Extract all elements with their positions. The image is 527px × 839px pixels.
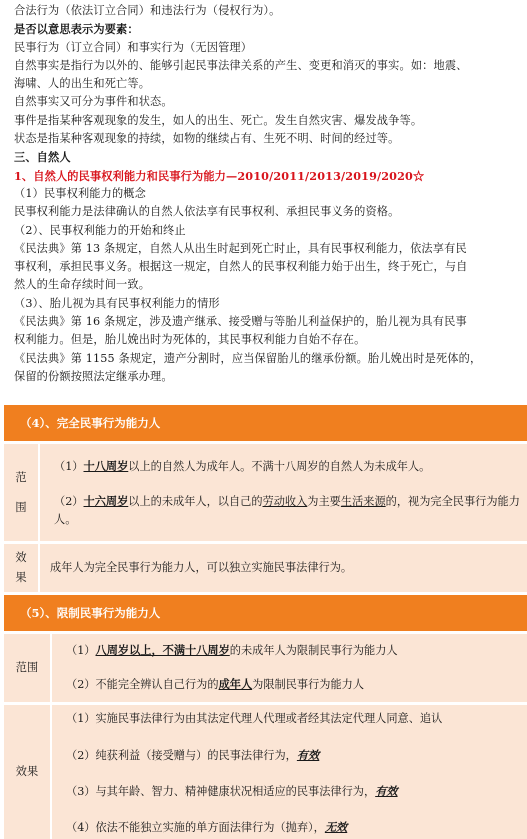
banner-title: （5）、限制民事行为能力人	[20, 606, 161, 620]
text-line: （3）、胎儿视为具有民事权利能力的情形	[14, 296, 220, 310]
body-text	[14, 2, 517, 386]
effect-label: 效果	[15, 765, 39, 778]
text-line: 事权利，承担民事义务。根据这一规定，自然人的民事权利能力始于出生，终于死亡，与自	[14, 260, 468, 274]
section-heading: 三、自然人	[14, 150, 71, 165]
limited-capacity-range-row	[4, 634, 527, 702]
effect-label: 效 果	[15, 551, 27, 584]
text-line: 保留的份额按照法定继承办理。	[14, 369, 173, 383]
full-capacity-range-row	[4, 444, 527, 541]
range-label: 范 围	[15, 470, 27, 514]
text-line: 民事权利能力是法律确认的自然人依法享有民事权利、承担民事义务的资格。	[14, 205, 400, 219]
text-line: 《民法典》第 13 条规定，自然人从出生时起到死亡时止，具有民事权利能力，依法享有民	[14, 241, 467, 255]
text-line: 《民法典》第 16 条规定，涉及遗产继承、接受赠与等胎儿利益保护的，胎儿视为具有民事	[14, 315, 467, 329]
column-divider	[38, 444, 40, 541]
effect-text: 成年人为完全民事行为能力人，可以独立实施民事法律行为。	[50, 561, 353, 574]
range-item-2: （2）不能完全辨认自己行为的成年人为限制民事行为能力人	[66, 677, 365, 691]
text-line: 民事行为（订立合同）和事实行为（无因管理）	[14, 40, 253, 54]
column-divider	[38, 544, 40, 592]
text-line: 自然事实又可分为事件和状态。	[14, 95, 173, 109]
text-line: 合法行为（依法订立合同）和违法行为（侵权行为）。	[14, 4, 281, 17]
effect-item-1: （1）实施民事法律行为由其法定代理人代理或者经其法定代理人同意、追认	[66, 712, 443, 725]
text-line: 自然事实是指行为以外的、能够引起民事法律关系的产生、变更和消灭的事实。如：地震、	[14, 58, 468, 72]
range-item-2: （2）十六周岁以上的未成年人，以自己的劳动收入为主要生活来源的，视为完全民事行为能力人。	[54, 494, 520, 526]
column-divider	[50, 634, 52, 702]
range-label: 范围	[15, 661, 39, 674]
full-capacity-effect-row	[4, 544, 527, 592]
limited-capacity-effect-row	[4, 705, 527, 839]
text-line: （2）、民事权利能力的开始和终止	[14, 223, 186, 237]
text-line: 事件是指某种客观现象的发生，如人的出生、死亡。发生自然灾害、爆发战争等。	[14, 113, 423, 127]
range-item-1: （1）十八周岁以上的自然人为成年人。不满十八周岁的自然人为未成年人。	[54, 459, 431, 473]
topic-heading: 1、自然人的民事权利能力和民事行为能力—2010/2011/2013/2019/2020☆	[14, 168, 425, 183]
banner-title: （4）、完全民事行为能力人	[20, 416, 161, 430]
subheading: 是否以意思表示为要素：	[14, 22, 139, 37]
effect-item-2: （2）纯获利益（接受赠与）的民事法律行为，有效	[66, 748, 320, 762]
full-capacity-banner	[4, 405, 527, 441]
text-line: 权利能力。但是，胎儿娩出时为死体的，其民事权利能力自始不存在。	[14, 333, 366, 347]
text-line: 海啸、人的出生和死亡等。	[14, 77, 151, 91]
limited-capacity-banner	[4, 595, 527, 631]
text-line: （1）民事权利能力的概念	[14, 186, 146, 200]
text-line: 《民法典》第 1155 条规定，遗产分割时，应当保留胎儿的继承份额。胎儿娩出时是死体的，	[14, 351, 482, 365]
effect-item-4: （4）依法不能独立实施的单方面法律行为（抛弃），无效	[66, 820, 348, 834]
text-line: 然人的生命存续时间一致。	[14, 278, 151, 292]
text-line: 状态是指某种客观现象的持续，如物的继续占有、生死不明、时间的经过等。	[14, 132, 400, 146]
effect-item-3: （3）与其年龄、智力、精神健康状况相适应的民事法律行为，有效	[66, 784, 398, 798]
column-divider	[50, 705, 52, 839]
range-item-1: （1）八周岁以上，不满十八周岁的未成年人为限制民事行为能力人	[66, 643, 398, 657]
